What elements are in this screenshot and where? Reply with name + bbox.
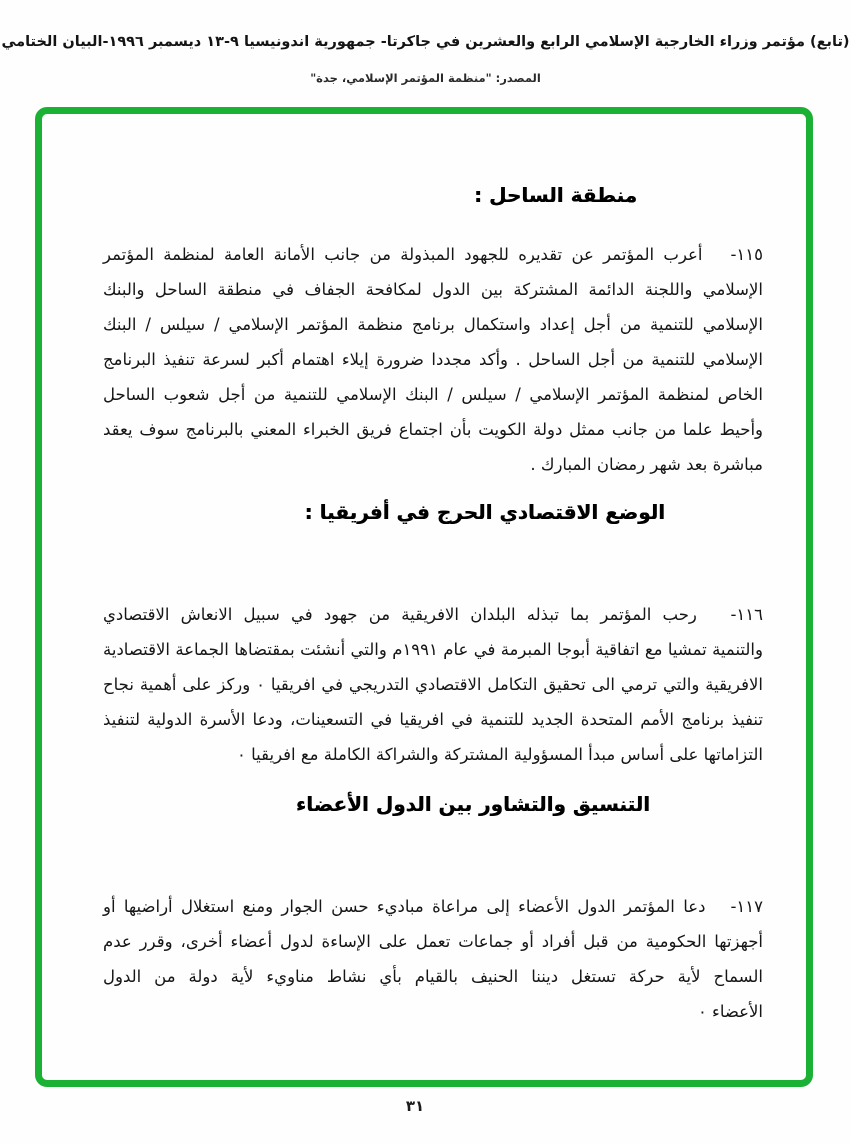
text-line: مباشرة بعد شهر رمضان المبارك . <box>530 455 763 474</box>
paragraph-115 <box>103 237 763 482</box>
paragraph-116 <box>103 597 763 772</box>
text-line: ١١٦- رحب المؤتمر بما تبذله البلدان الافريقية من جهود في سبيل الانعاش الاقتصادي <box>103 605 763 624</box>
text-line: ١١٧- دعا المؤتمر الدول الأعضاء إلى مراعاة مباديء حسن الجوار ومنع استغلال أراضيها أو <box>103 897 763 916</box>
text-line: الإسلامي واللجنة الدائمة المشتركة بين الدول لمكافحة الجفاف في منطقة الساحل والبنك <box>103 280 763 299</box>
text-line: والتنمية تمشيا مع اتفاقية أبوجا المبرمة في عام ١٩٩١م والتي أنشئت بمقتضاها الجماعة الاقتصادية <box>103 640 763 659</box>
text-line: ١١٥- أعرب المؤتمر عن تقديره للجهود المبذولة من جانب الأمانة العامة لمنظمة المؤتمر <box>103 245 763 264</box>
section-heading-critical-economic-situation-africa: الوضع الاقتصادي الحرج في أفريقيا : <box>304 500 665 524</box>
text-line: الافريقية والتي ترمي الى تحقيق التكامل الاقتصادي التدريجي في افريقيا ٠ وركز على أهمية نجاح <box>103 675 763 694</box>
text-line: الأعضاء ٠ <box>697 1002 763 1021</box>
page-number: ٣١ <box>405 1097 425 1115</box>
text-line: أجهزتها الحكومية من قبل أفراد أو جماعات تعمل على الإساءة لدول أعضاء أخرى، وقرر عدم <box>103 932 763 951</box>
document-header-source: المصدر: "منظمة المؤتمر الإسلامي، جدة" <box>310 71 541 85</box>
paragraph-117 <box>103 889 763 1029</box>
text-line: السماح لأية حركة تستغل ديننا الحنيف بالقيام بأي نشاط مناويء لأية دولة من الدول <box>103 967 763 986</box>
section-heading-sahel-region: منطقة الساحل : <box>474 183 637 207</box>
text-line: الإسلامي للتنمية من أجل إعداد واستكمال برنامج منظمة المؤتمر الإسلامي / سيلس / البنك <box>103 315 763 334</box>
text-line: وأحيط علما من جانب ممثل دولة الكويت بأن اجتماع فريق الخبراء المعني بالبرنامج سوف يعقد <box>103 420 763 439</box>
document-header-title: (تابع) مؤتمر وزراء الخارجية الإسلامي الرابع والعشرين في جاكرتا- جمهورية اندونيسيا ٩-١٣ ديسمبر ١٩٩٦-البيان الختامي <box>1 34 850 50</box>
text-line: التزاماتها على أساس مبدأ المسؤولية المشتركة والشراكة الكاملة مع افريقيا ٠ <box>237 745 763 764</box>
text-line: الخاص لمنظمة المؤتمر الإسلامي / سيلس / البنك الإسلامي للتنمية من أجل شعوب الساحل <box>103 385 763 404</box>
text-line: الإسلامي للتنمية من أجل الساحل . وأكد مجددا ضرورة إيلاء اهتمام أكبر لسرعة تنفيذ البرنامج <box>103 350 763 369</box>
section-heading-coordination-consultation-member-states: التنسيق والتشاور بين الدول الأعضاء <box>295 792 650 816</box>
text-line: تنفيذ برنامج الأمم المتحدة الجديد للتنمية في افريقيا في التسعينات، ودعا الأسرة الدولية لتنفيذ <box>103 710 763 729</box>
